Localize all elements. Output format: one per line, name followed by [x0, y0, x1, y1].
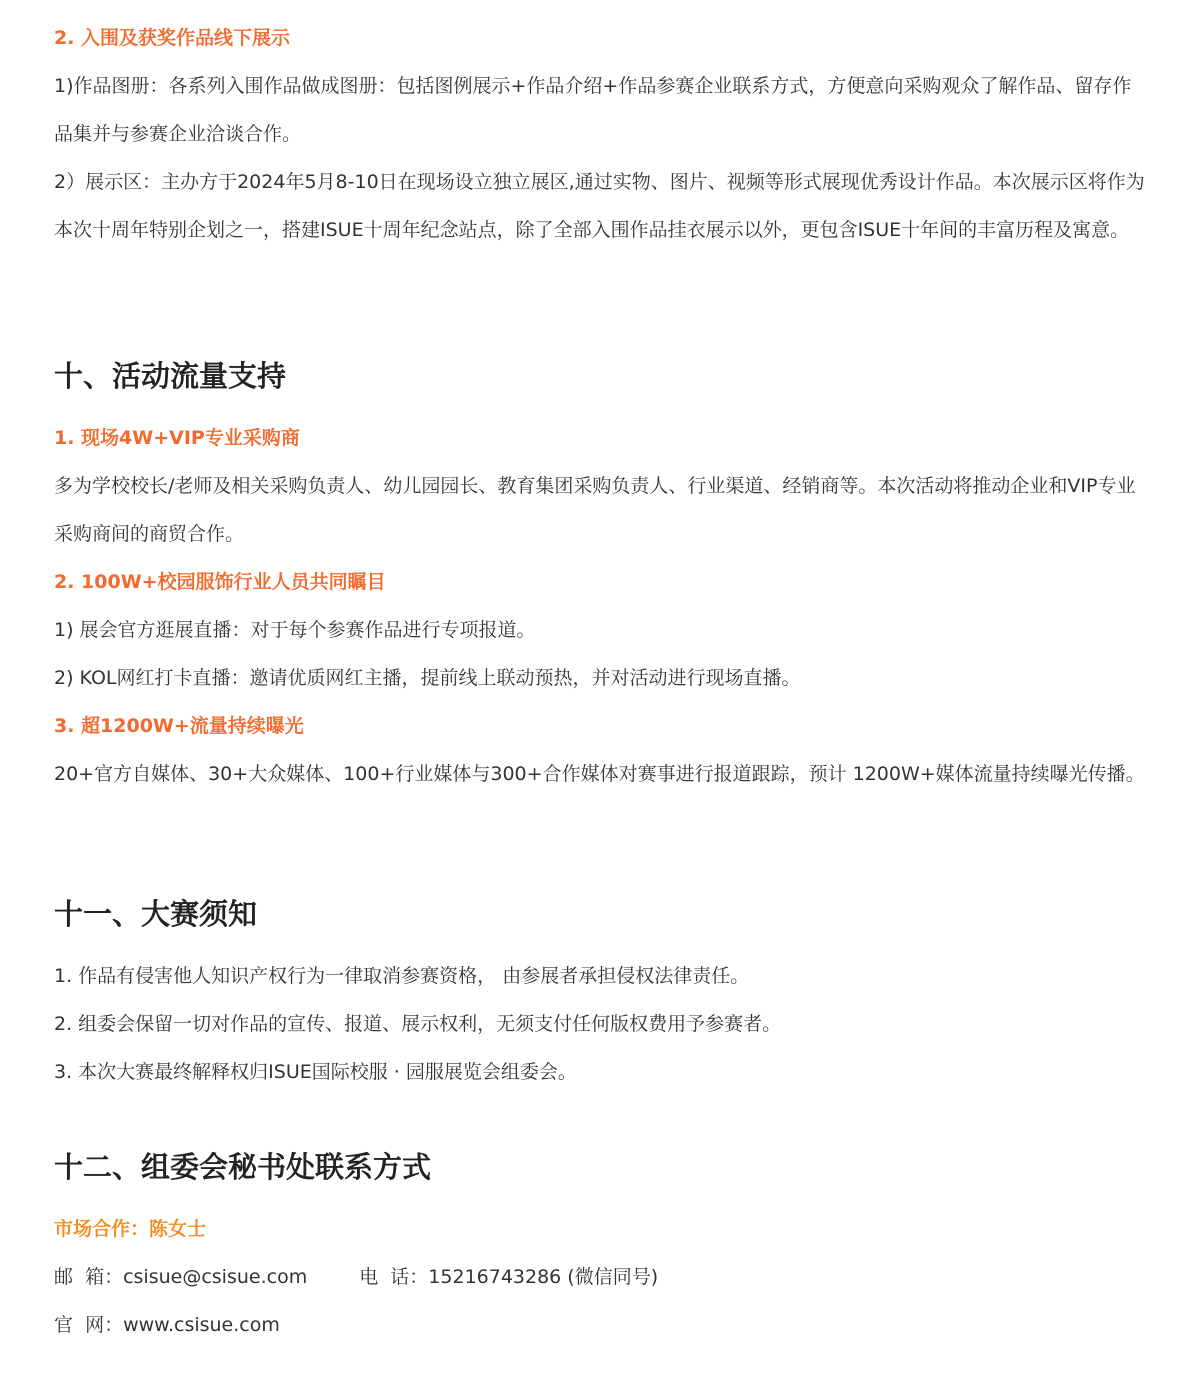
section-title-contact: 十二、组委会秘书处联系方式	[54, 1150, 432, 1184]
notice-item: 1. 作品有侵害他人知识产权行为一律取消参赛资格， 由参展者承担侵权法律责任。	[54, 965, 750, 987]
notice-item: 2. 组委会保留一切对作品的宣传、报道、展示权利，无须支付任何版权费用予参赛者。	[54, 1013, 782, 1035]
subsection-title-industry-attention: 2. 100W+校园服饰行业人员共同瞩目	[54, 571, 386, 593]
paragraph-exhibition-area: 2）展示区：主办方于2024年5月8-10日在现场设立独立展区,通过实物、图片、视频等形式展现优秀设计作品。本次展示区将作为本次十周年特别企划之一，搭建ISUE十周年纪念站点，除了全部入围作品挂衣展示以外，更包含ISUE十年间的丰富历程及寓意。	[54, 171, 1145, 241]
paragraph-vip-buyers: 多为学校校长/老师及相关采购负责人、幼儿园园长、教育集团采购负责人、行业渠道、经销商等。本次活动将推动企业和VIP专业采购商间的商贸合作。	[54, 475, 1136, 545]
section-12	[54, 1147, 1148, 1349]
section-title-traffic-support: 十、活动流量支持	[54, 359, 287, 393]
contact-person: 市场合作：陈女士	[54, 1218, 207, 1240]
paragraph-catalog: 1)作品图册：各系列入围作品做成图册：包括图例展示+作品介绍+作品参赛企业联系方式，方便意向采购观众了解作品、留存作品集并与参赛企业洽谈合作。	[54, 75, 1132, 145]
notice-item: 3. 本次大赛最终解释权归ISUE国际校服 · 园服展览会组委会。	[54, 1061, 577, 1083]
contact-website[interactable]: 官 网：www.csisue.com	[54, 1314, 280, 1336]
paragraph-official-livestream: 1) 展会官方逛展直播：对于每个参赛作品进行专项报道。	[54, 619, 536, 641]
contact-email-phone-row	[54, 1253, 1148, 1301]
paragraph-media-exposure: 20+官方自媒体、30+大众媒体、100+行业媒体与300+合作媒体对赛事进行报道跟踪，预计 1200W+媒体流量持续曝光传播。	[54, 763, 1145, 785]
subsection-title-offline-display: 2. 入围及获奖作品线下展示	[54, 27, 291, 49]
subsection-title-vip-buyers: 1. 现场4W+VIP专业采购商	[54, 427, 300, 449]
contact-email[interactable]: 邮 箱：csisue@csisue.com	[54, 1266, 308, 1288]
subsection-title-exposure: 3. 超1200W+流量持续曝光	[54, 715, 304, 737]
section-11	[54, 894, 1148, 1096]
section-title-competition-notice: 十一、大赛须知	[54, 897, 258, 931]
section-9-continued	[54, 14, 1148, 254]
paragraph-kol-livestream: 2) KOL网红打卡直播：邀请优质网红主播，提前线上联动预热，并对活动进行现场直播。	[54, 667, 801, 689]
contact-phone[interactable]: 电 话：15216743286 (微信同号)	[359, 1266, 659, 1288]
section-10	[54, 356, 1148, 798]
